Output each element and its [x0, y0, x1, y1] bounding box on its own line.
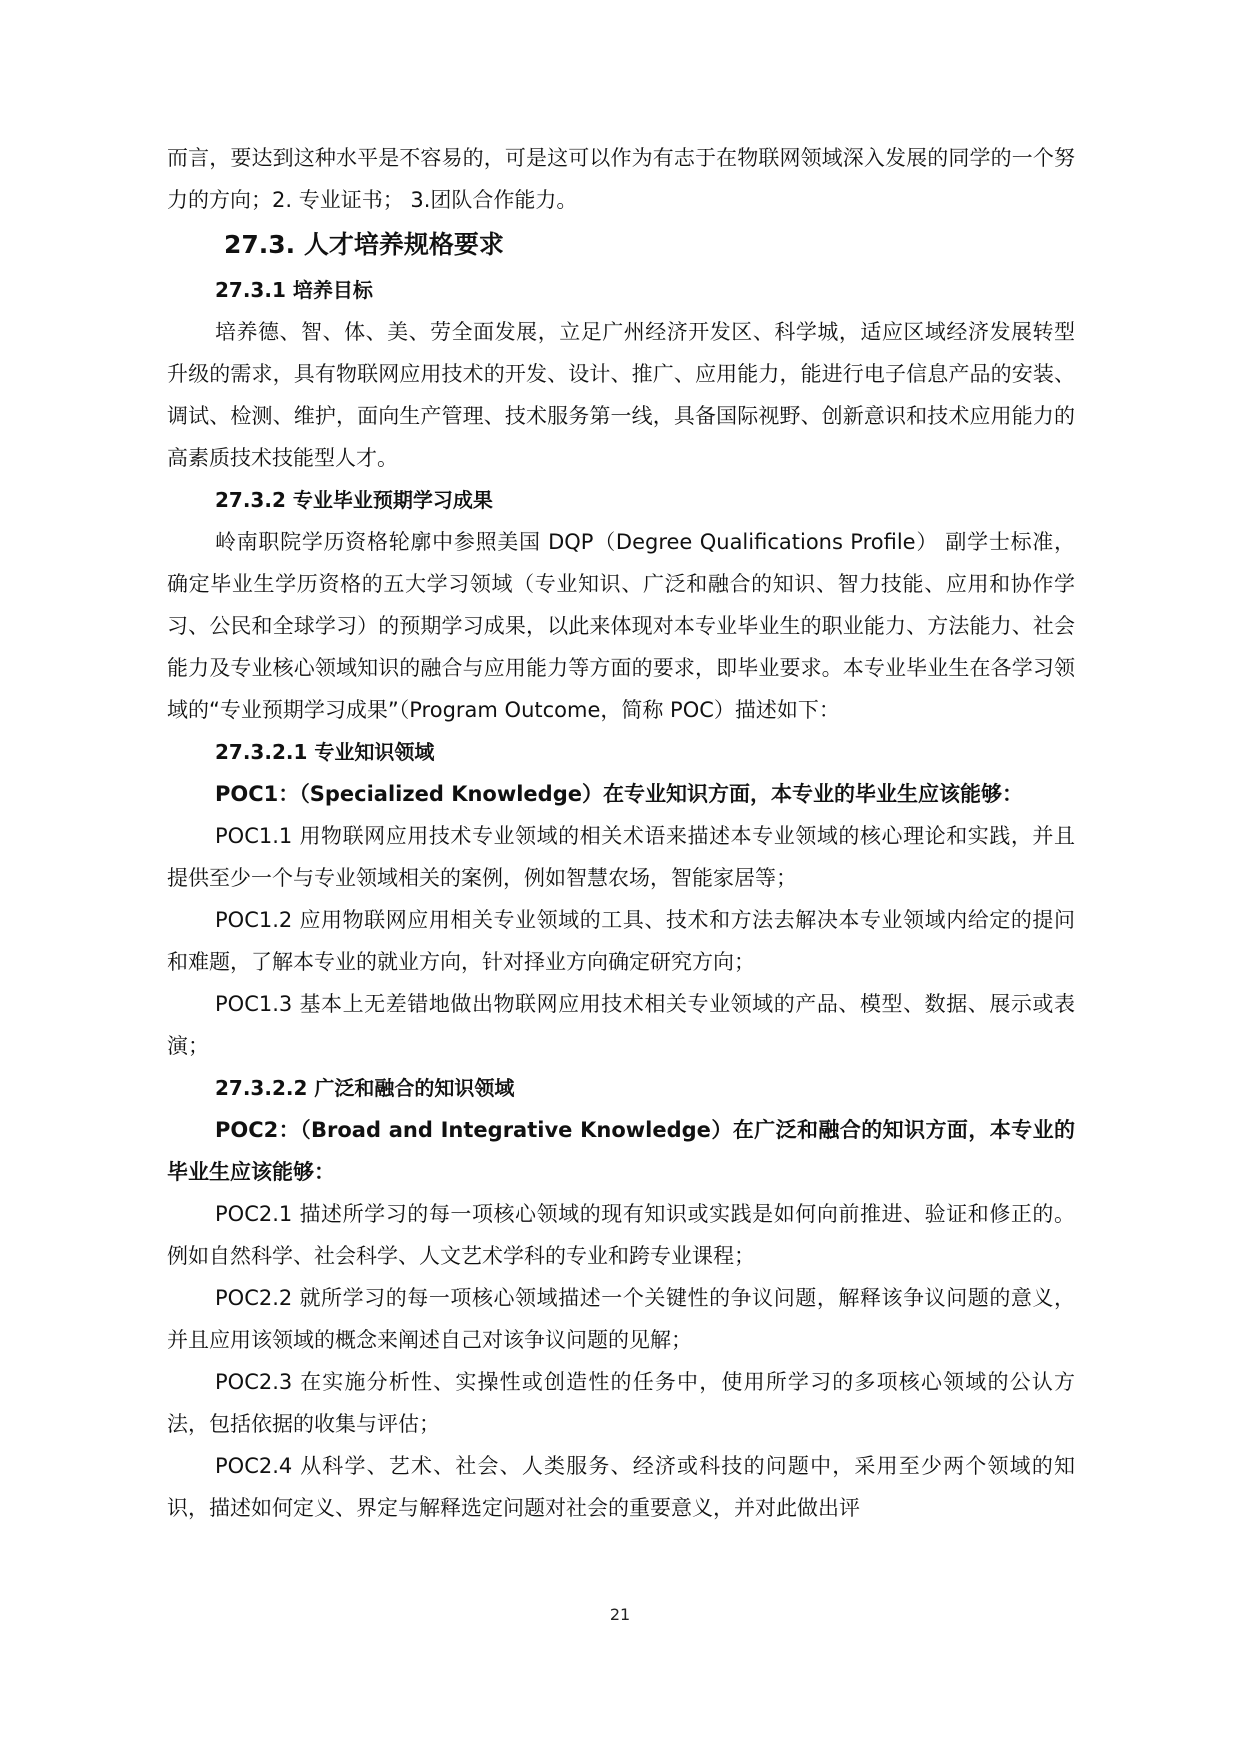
poc1-heading: POC1：（Specialized Knowledge）在专业知识方面，本专业的毕业生应该能够：: [215, 782, 1023, 806]
poc1-3-paragraph: POC1.3 基本上无差错地做出物联网应用技术相关专业领域的产品、模型、数据、展示或表演；: [167, 992, 1075, 1058]
section-heading-27-3-2: 27.3.2 专业毕业预期学习成果: [215, 488, 493, 512]
section-heading-27-3-2-1: 27.3.2.1 专业知识领域: [215, 740, 435, 764]
document-page: [167, 137, 1075, 1529]
poc2-1-paragraph: POC2.1 描述所学习的每一项核心领域的现有知识或实践是如何向前推进、验证和修正的。例如自然科学、社会科学、人文艺术学科的专业和跨专业课程；: [167, 1202, 1075, 1268]
poc2-4-paragraph: POC2.4 从科学、艺术、社会、人类服务、经济或科技的问题中，采用至少两个领域的知识，描述如何定义、界定与解释选定问题对社会的重要意义，并对此做出评: [167, 1454, 1075, 1520]
page-number: 21: [609, 1605, 631, 1624]
section-heading-27-3-1: 27.3.1 培养目标: [215, 278, 373, 302]
poc1-2-paragraph: POC1.2 应用物联网应用相关专业领域的工具、技术和方法去解决本专业领域内给定的提问和难题，了解本专业的就业方向，针对择业方向确定研究方向；: [167, 908, 1075, 974]
poc2-heading: POC2：（Broad and Integrative Knowledge）在广泛和融合的知识方面，本专业的毕业生应该能够：: [167, 1118, 1075, 1184]
training-goal-paragraph: 培养德、智、体、美、劳全面发展，立足广州经济开发区、科学城，适应区域经济发展转型升级的需求，具有物联网应用技术的开发、设计、推广、应用能力，能进行电子信息产品的安装、调试、检测、维护，面向生产管理、技术服务第一线，具备国际视野、创新意识和技术应用能力的高素质技术技能型人才。: [167, 320, 1075, 470]
intro-paragraph: 而言，要达到这种水平是不容易的，可是这可以作为有志于在物联网领域深入发展的同学的一个努力的方向；2. 专业证书； 3.团队合作能力。: [167, 146, 1075, 212]
poc1-1-paragraph: POC1.1 用物联网应用技术专业领域的相关术语来描述本专业领域的核心理论和实践，并且提供至少一个与专业领域相关的案例，例如智慧农场，智能家居等；: [167, 824, 1075, 890]
poc2-2-paragraph: POC2.2 就所学习的每一项核心领域描述一个关键性的争议问题，解释该争议问题的意义，并且应用该领域的概念来阐述自己对该争议问题的见解；: [167, 1286, 1075, 1352]
poc2-3-paragraph: POC2.3 在实施分析性、实操性或创造性的任务中，使用所学习的多项核心领域的公认方法，包括依据的收集与评估；: [167, 1370, 1075, 1436]
dqp-paragraph: 岭南职院学历资格轮廓中参照美国 DQP（Degree Qualifications Profile） 副学士标准，确定毕业生学历资格的五大学习领域（专业知识、广泛和融合的知识、智力技能、应用和协作学习、公民和全球学习）的预期学习成果，以此来体现对本专业毕业生的职业能力、方法能力、社会能力及专业核心领域知识的融合与应用能力等方面的要求，即毕业要求。本专业毕业生在各学习领域的“专业预期学习成果”（Program Outcome，简称 POC）描述如下：: [167, 530, 1075, 722]
section-heading-27-3-2-2: 27.3.2.2 广泛和融合的知识领域: [215, 1076, 515, 1100]
section-heading-27-3: 27.3. 人才培养规格要求: [224, 230, 504, 259]
